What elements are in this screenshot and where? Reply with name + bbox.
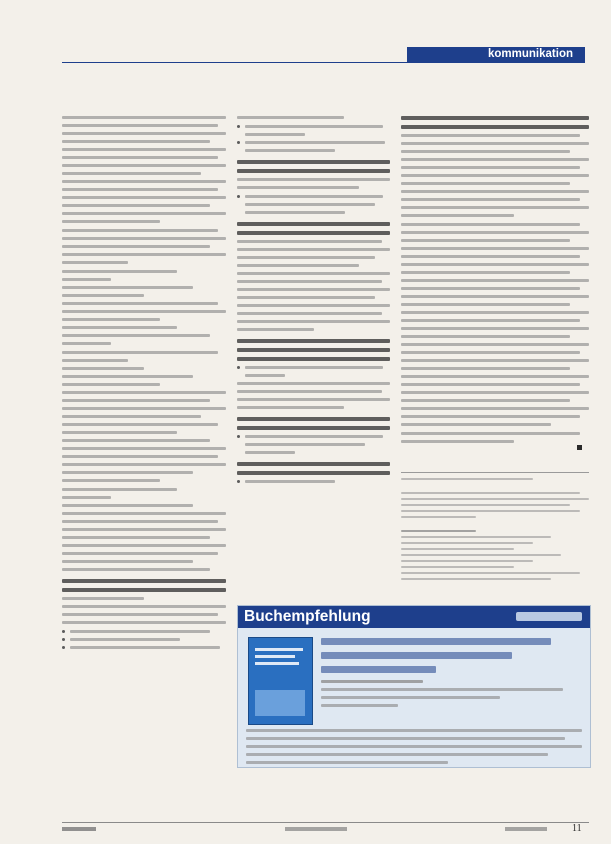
bullet-item [62,638,226,641]
references-rule [401,472,589,473]
subheading [401,116,589,120]
subheading [237,231,390,235]
bullet-item [62,646,226,649]
book-cover-image [248,637,313,725]
journal-name [62,827,96,831]
book-recommendation-box [237,605,591,768]
bullet-item [62,630,226,633]
section-label: kommunikation [488,48,573,60]
bullet-item [237,141,390,144]
paragraph [62,116,226,223]
paragraph [62,351,226,482]
publisher-credit [285,827,347,831]
text-column-right [401,116,589,449]
subheading [237,348,390,352]
bullet-item [237,435,390,438]
subheading [237,169,390,173]
subheading [401,125,589,129]
subheading [237,417,390,421]
book-recommendation-header [238,606,590,628]
text-column-left [62,116,226,654]
subheading [237,462,390,466]
article-end-mark [577,445,582,450]
subheading [237,471,390,475]
subheading [62,588,226,592]
paragraph [62,597,226,624]
text-column-middle [237,116,390,488]
footer-rule [62,822,589,823]
paragraph [237,382,390,409]
paragraph [237,240,390,331]
subheading [237,426,390,430]
book-details [321,638,576,712]
page-number: 11 [572,823,582,834]
subheading [237,160,390,164]
subheading [237,339,390,343]
paragraph [237,178,390,189]
paragraph [401,223,589,426]
paragraph [62,270,226,345]
author-and-references [401,478,589,584]
publisher-logo [516,612,582,621]
bullet-item [237,480,390,483]
subheading [62,579,226,583]
section-header-band [407,47,585,62]
paragraph [62,488,226,571]
bullet-item [237,195,390,198]
book-description [246,729,582,769]
subheading [237,222,390,226]
paragraph [401,432,589,443]
issue-date [505,827,547,831]
header-rule [62,62,585,63]
bullet-item [237,125,390,128]
subheading [237,357,390,361]
bullet-item [237,366,390,369]
book-recommendation-heading: Buchempfehlung [244,608,371,625]
paragraph [401,134,589,217]
paragraph [62,229,226,264]
